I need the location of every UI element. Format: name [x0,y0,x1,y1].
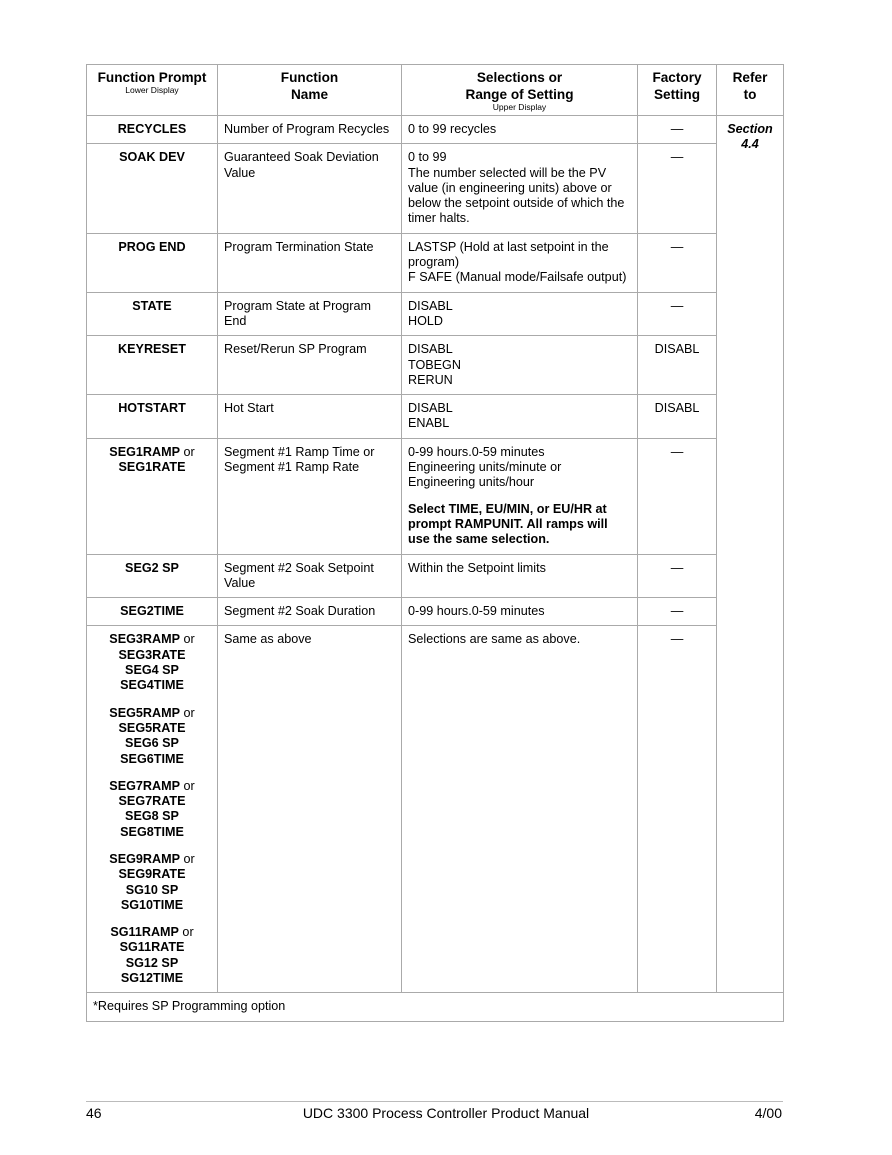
factory-setting-cell: — [638,598,717,626]
function-prompt-cell: SEG1RAMP or SEG1RATE [87,438,218,554]
selections-cell: 0 to 99 The number selected will be the PV value (in engineering units) above or below the setpoint outside of which the timer halts. [402,144,638,233]
table-row [87,395,784,439]
selections-cell: Within the Setpoint limits [402,554,638,598]
factory-setting-cell: — [638,554,717,598]
function-name-cell: Segment #2 Soak Setpoint Value [218,554,402,598]
selections-cell: 0-99 hours.0-59 minutes [402,598,638,626]
function-prompt-cell: RECYCLES [87,116,218,144]
function-name-cell: Same as above [218,626,402,993]
function-name-cell: Segment #2 Soak Duration [218,598,402,626]
segment-group: SG11RAMP or SG11RATE SG12 SP SG12TIME [110,925,194,986]
function-prompt-cell: SOAK DEV [87,144,218,233]
function-prompt-cell: SEG2 SP [87,554,218,598]
selections-cell: DISABL TOBEGN RERUN [402,336,638,395]
factory-setting-cell: — [638,292,717,336]
table-row [87,233,784,292]
function-name-cell: Segment #1 Ramp Time or Segment #1 Ramp Rate [218,438,402,554]
selections-cell: DISABL HOLD [402,292,638,336]
footer-page-number: 46 [86,1105,102,1121]
factory-setting-cell: — [638,233,717,292]
table-row [87,144,784,233]
function-prompt-cell: HOTSTART [87,395,218,439]
selections-cell: LASTSP (Hold at last setpoint in the program) F SAFE (Manual mode/Failsafe output) [402,233,638,292]
table-row [87,626,784,993]
function-prompt-table [86,64,784,1022]
selections-cell: Selections are same as above. [402,626,638,993]
footer-manual-title: UDC 3300 Process Controller Product Manual [302,1105,590,1121]
function-prompt-cell [87,626,218,993]
table-row [87,116,784,144]
segment-group: SEG7RAMP or SEG7RATE SEG8 SP SEG8TIME [109,778,195,839]
table-row [87,336,784,395]
header-refer-to: Refer to [717,65,784,116]
selections-cell: 0 to 99 recycles [402,116,638,144]
function-prompt-cell: PROG END [87,233,218,292]
footer-divider [86,1101,783,1102]
header-function-name: Function Name [218,65,402,116]
selections-cell: DISABL ENABL [402,395,638,439]
factory-setting-cell: — [638,116,717,144]
factory-setting-cell: DISABL [638,395,717,439]
footer-date: 4/00 [754,1105,782,1121]
table-row [87,292,784,336]
table-row [87,554,784,598]
factory-setting-cell: — [638,626,717,993]
header-factory-setting: Factory Setting [638,65,717,116]
refer-to-cell: Section 4.4 [717,116,784,993]
ramp-unit-note: Select TIME, EU/MIN, or EU/HR at prompt RAMPUNIT. All ramps will use the same selection. [408,501,608,547]
factory-setting-cell: — [638,144,717,233]
function-name-cell: Hot Start [218,395,402,439]
function-prompt-cell: STATE [87,292,218,336]
function-prompt-cell: KEYRESET [87,336,218,395]
segment-group: SEG9RAMP or SEG9RATE SG10 SP SG10TIME [109,851,195,912]
table-header-row [87,65,784,116]
factory-setting-cell: DISABL [638,336,717,395]
footnote: *Requires SP Programming option [87,993,784,1021]
segment-group: SEG5RAMP or SEG5RATE SEG6 SP SEG6TIME [109,705,195,766]
factory-setting-cell: — [638,438,717,554]
segment-group: SEG3RAMP or SEG3RATE SEG4 SP SEG4TIME [109,632,195,693]
function-prompt-cell: SEG2TIME [87,598,218,626]
header-selections: Selections or Range of Setting Upper Display [402,65,638,116]
function-name-cell: Number of Program Recycles [218,116,402,144]
table-row [87,598,784,626]
footnote-row [87,993,784,1021]
table-row [87,438,784,554]
function-name-cell: Program Termination State [218,233,402,292]
selections-cell: 0-99 hours.0-59 minutes Engineering units/minute or Engineering units/hour Select TIME, EU/MIN, or EU/HR at prompt RAMPUNIT. All ramps will use the same selection. [402,438,638,554]
function-name-cell: Guaranteed Soak Deviation Value [218,144,402,233]
function-name-cell: Program State at Program End [218,292,402,336]
header-function-prompt: Function Prompt Lower Display [87,65,218,116]
function-name-cell: Reset/Rerun SP Program [218,336,402,395]
